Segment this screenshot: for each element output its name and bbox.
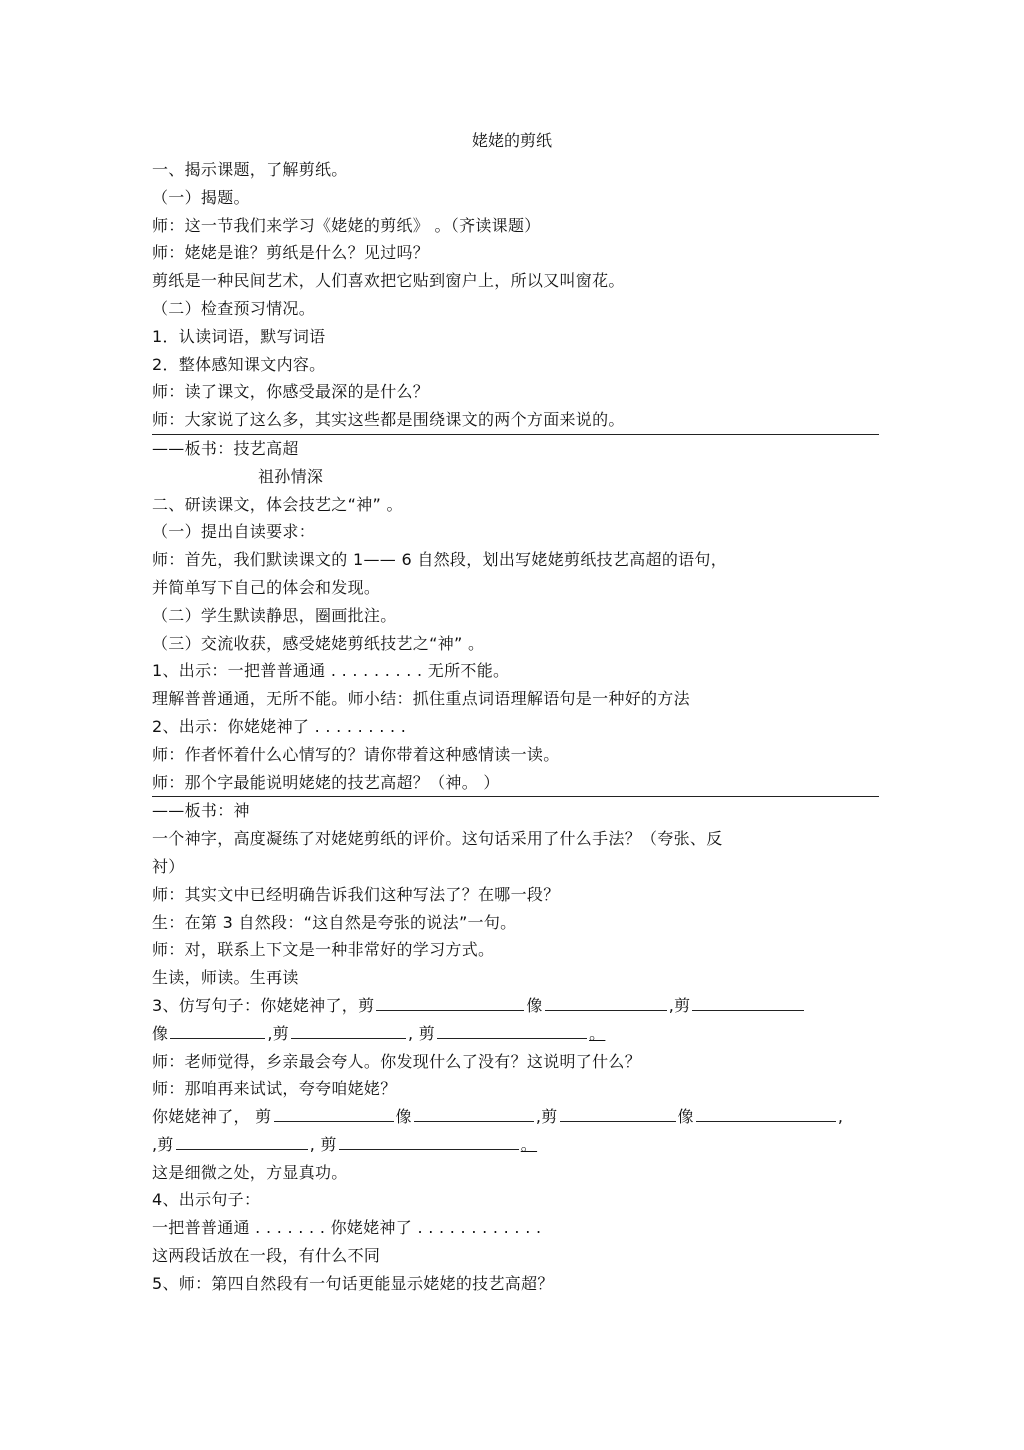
fill-in-blank[interactable] bbox=[437, 1021, 587, 1039]
list-item: 2、出示：你姥姥神了 . . . . . . . . . bbox=[152, 716, 407, 736]
board-note: ——板书：神 bbox=[152, 801, 250, 821]
fill-in-blank[interactable] bbox=[170, 1021, 265, 1039]
subsection-heading: （一）提出自读要求： bbox=[152, 522, 316, 542]
section-heading: 一、揭示课题，了解剪纸。 bbox=[152, 160, 348, 179]
fill-in-blank[interactable] bbox=[545, 993, 667, 1011]
board-note: ——板书：技艺高超 bbox=[152, 438, 299, 458]
fill-in-prompt: 你姥姥神了， 剪 bbox=[152, 1107, 272, 1127]
fill-in-sentence-1-cont bbox=[152, 1020, 882, 1048]
fill-in-word: ,剪 bbox=[267, 1023, 289, 1043]
paragraph: 衬） bbox=[152, 856, 185, 876]
fill-in-sentence-1 bbox=[152, 992, 882, 1020]
sentence-end-mark: 。 bbox=[520, 1134, 538, 1154]
paragraph: 师：其实文中已经明确告诉我们这种写法了？在哪一段？ bbox=[152, 884, 560, 904]
fill-in-blank[interactable] bbox=[376, 993, 524, 1011]
page-title: 姥姥的剪纸 bbox=[471, 131, 552, 150]
list-item: 4、出示句子： bbox=[152, 1190, 261, 1210]
fill-in-word: , bbox=[837, 1107, 844, 1127]
paragraph: 师：读了课文，你感受最深的是什么？ bbox=[152, 382, 430, 402]
paragraph: 生读，师读。生再读 bbox=[152, 968, 299, 988]
fill-in-word: ,剪 bbox=[668, 995, 691, 1015]
fill-in-word: ,剪 bbox=[152, 1134, 174, 1154]
paragraph: 师：那咱再来试试，夸夸咱姥姥？ bbox=[152, 1079, 397, 1099]
subsection-heading: （二）检查预习情况。 bbox=[152, 298, 316, 318]
fill-in-word: 像 bbox=[395, 1107, 412, 1127]
fill-in-word: , 剪 bbox=[309, 1134, 337, 1154]
paragraph: 师：姥姥是谁？剪纸是什么？见过吗？ bbox=[152, 243, 430, 263]
fill-in-blank[interactable] bbox=[274, 1104, 394, 1122]
fill-in-blank[interactable] bbox=[414, 1104, 534, 1122]
fill-in-blank[interactable] bbox=[176, 1132, 308, 1150]
fill-in-prompt: 3、仿写句子：你姥姥神了，剪 bbox=[152, 995, 375, 1015]
list-item: 2．整体感知课文内容。 bbox=[152, 354, 326, 374]
subsection-heading: （二）学生默读静思，圈画批注。 bbox=[152, 605, 397, 625]
fill-in-word: ,剪 bbox=[535, 1107, 558, 1127]
list-item: 1．认读词语，默写词语 bbox=[152, 326, 326, 346]
paragraph: 师：老师觉得，乡亲最会夸人。你发现什么了没有？这说明了什么？ bbox=[152, 1051, 642, 1071]
paragraph: 这两段话放在一段，有什么不同 bbox=[152, 1246, 381, 1266]
paragraph: 这是细微之处，方显真功。 bbox=[152, 1162, 348, 1182]
paragraph: 师：这一节我们来学习《姥姥的剪纸》 。（齐读课题） bbox=[152, 215, 541, 235]
section-heading: 二、研读课文，体会技艺之“神” 。 bbox=[152, 494, 403, 514]
fill-in-blank[interactable] bbox=[291, 1021, 406, 1039]
paragraph: 生：在第 3 自然段：“这自然是夸张的说法”一句。 bbox=[152, 912, 517, 932]
fill-in-blank[interactable] bbox=[692, 993, 804, 1011]
list-item: 5、师：第四自然段有一句话更能显示姥姥的技艺高超？ bbox=[152, 1273, 554, 1293]
board-note-item: 祖孙情深 bbox=[258, 466, 324, 486]
fill-in-word: , 剪 bbox=[408, 1023, 436, 1043]
document-body bbox=[152, 156, 882, 1298]
fill-in-blank[interactable] bbox=[696, 1104, 836, 1122]
list-item: 1、出示：一把普普通通 . . . . . . . . . 无所不能。 bbox=[152, 661, 510, 681]
fill-in-sentence-2-cont bbox=[152, 1131, 882, 1159]
fill-in-blank[interactable] bbox=[560, 1104, 676, 1122]
paragraph: 师：作者怀着什么心情写的？请你带着这种感情读一读。 bbox=[152, 744, 560, 764]
paragraph: 一把普普通通 . . . . . . . 你姥姥神了 . . . . . . . . . . . . bbox=[152, 1218, 542, 1238]
fill-in-word: 像 bbox=[677, 1107, 694, 1127]
sentence-end-mark: 。 bbox=[589, 1023, 606, 1043]
fill-in-blank[interactable] bbox=[339, 1132, 519, 1150]
paragraph: 并简单写下自己的体会和发现。 bbox=[152, 577, 381, 597]
paragraph: 师：那个字最能说明姥姥的技艺高超？（神。 ） bbox=[152, 772, 500, 792]
fill-in-word: 像 bbox=[526, 995, 543, 1015]
paragraph: 师：大家说了这么多，其实这些都是围绕课文的两个方面来说的。 bbox=[152, 410, 625, 430]
subsection-heading: （三）交流收获，感受姥姥剪纸技艺之“神” 。 bbox=[152, 633, 485, 653]
fill-in-sentence-2 bbox=[152, 1103, 882, 1131]
paragraph: 一个神字，高度凝练了对姥姥剪纸的评价。这句话采用了什么手法？（夸张、反 bbox=[152, 829, 723, 849]
paragraph: 剪纸是一种民间艺术，人们喜欢把它贴到窗户上，所以又叫窗花。 bbox=[152, 271, 625, 291]
subsection-heading: （一）揭题。 bbox=[152, 187, 250, 207]
paragraph: 师：首先，我们默读课文的 1—— 6 自然段，划出写姥姥剪纸技艺高超的语句， bbox=[152, 550, 728, 570]
paragraph: 理解普普通通，无所不能。师小结：抓住重点词语理解语句是一种好的方法 bbox=[152, 689, 690, 709]
fill-in-word: 像 bbox=[152, 1023, 169, 1043]
paragraph: 师：对，联系上下文是一种非常好的学习方式。 bbox=[152, 940, 495, 960]
